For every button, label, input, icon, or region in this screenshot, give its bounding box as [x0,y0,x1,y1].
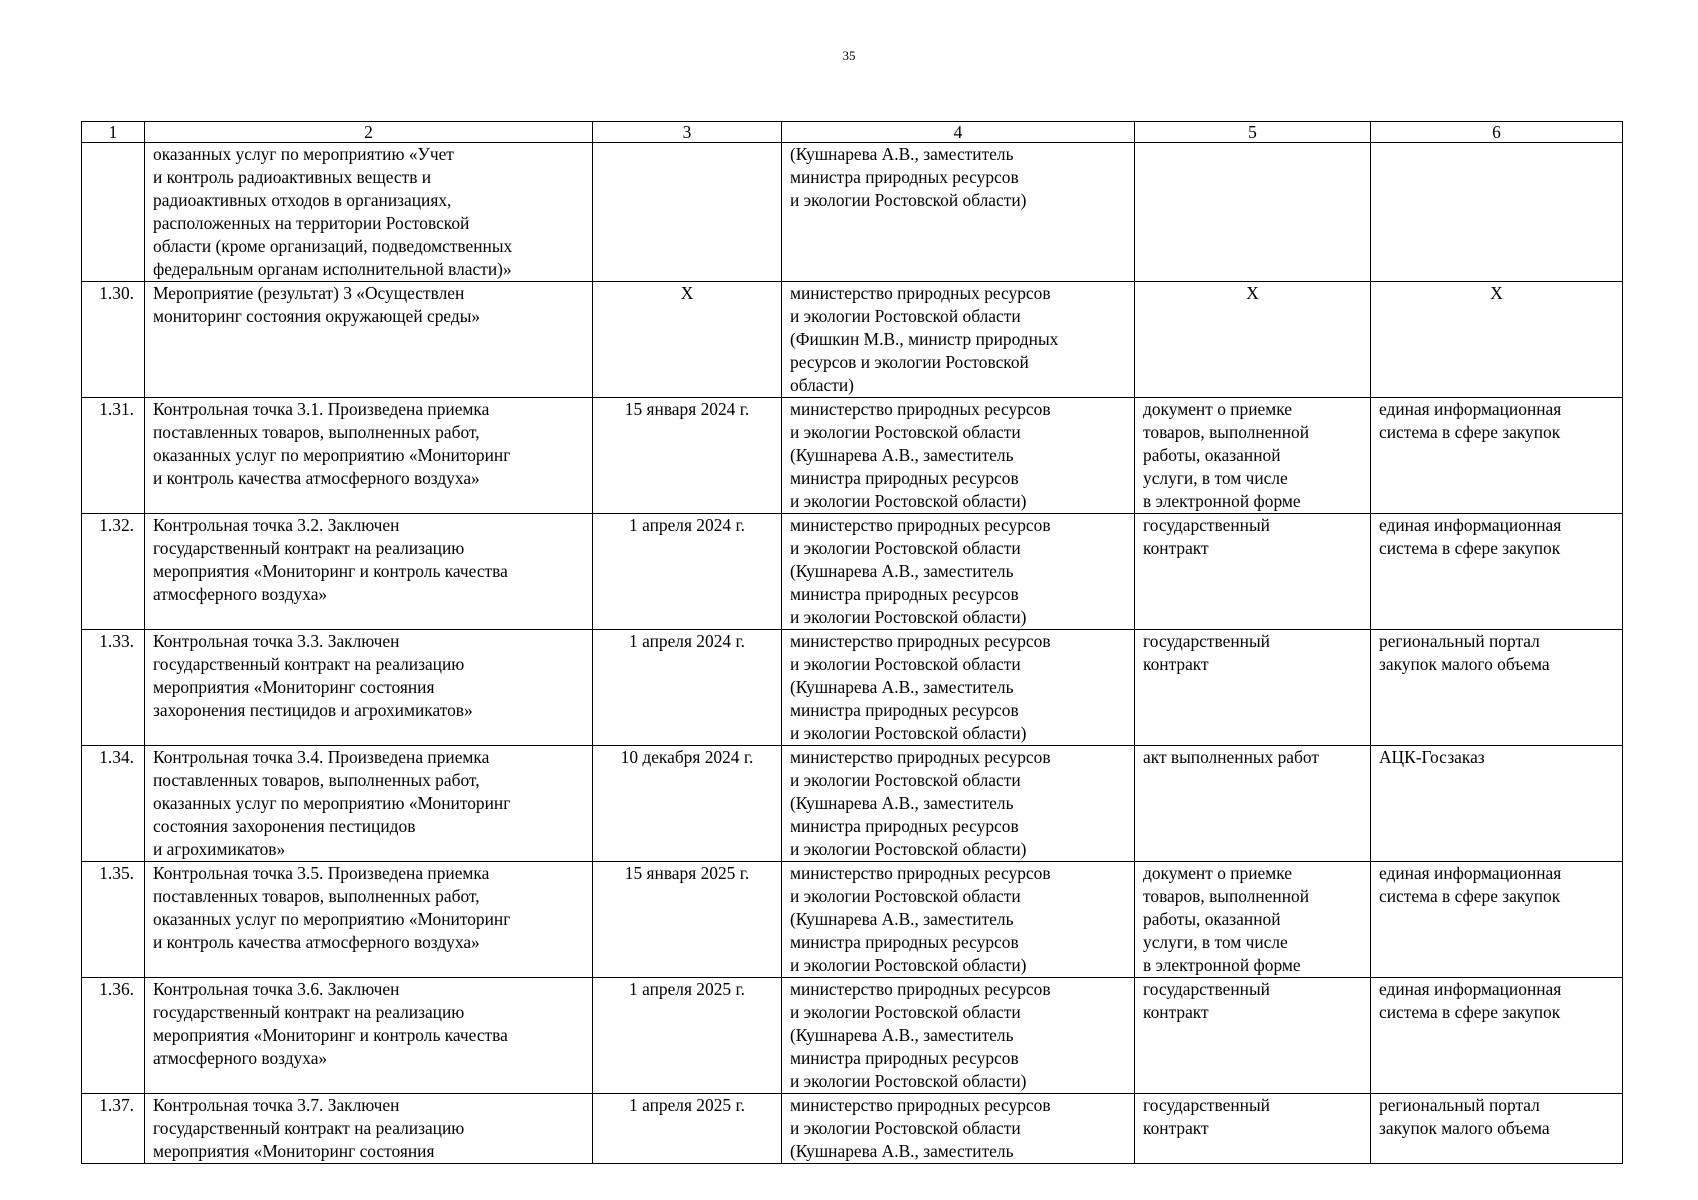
plan-table [81,121,1623,1164]
row-document: государственный контракт [1135,1094,1371,1164]
row-document: государственный контракт [1135,978,1371,1094]
table-row [82,282,1623,398]
row-date: 1 апреля 2025 г. [593,1094,782,1164]
row-number: 1.35. [82,862,145,978]
row-number: 1.30. [82,282,145,398]
row-name: Контрольная точка 3.1. Произведена приемка поставленных товаров, выполненных работ, оказанных услуг по мероприятию «Мониторинг и контроль качества атмосферного воздуха» [145,398,593,514]
row-responsible: (Кушнарева А.В., заместитель министра природных ресурсов и экологии Ростовской области) [782,143,1135,282]
column-header-2: 2 [145,122,593,143]
row-name: Контрольная точка 3.3. Заключен государственный контракт на реализацию мероприятия «Мониторинг состояния захоронения пестицидов и агрохимикатов» [145,630,593,746]
row-name: Контрольная точка 3.5. Произведена приемка поставленных товаров, выполненных работ, оказанных услуг по мероприятию «Мониторинг и контроль качества атмосферного воздуха» [145,862,593,978]
row-number: 1.36. [82,978,145,1094]
row-responsible: министерство природных ресурсов и экологии Ростовской области (Кушнарева А.В., заместитель министра природных ресурсов и экологии Ростовской области) [782,978,1135,1094]
row-document: государственный контракт [1135,514,1371,630]
table-row [82,862,1623,978]
row-number [82,143,145,282]
table-row [82,514,1623,630]
row-document: акт выполненных работ [1135,746,1371,862]
column-header-3: 3 [593,122,782,143]
row-responsible: министерство природных ресурсов и экологии Ростовской области (Кушнарева А.В., заместитель министра природных ресурсов и экологии Ростовской области) [782,746,1135,862]
row-document: государственный контракт [1135,630,1371,746]
row-responsible: министерство природных ресурсов и экологии Ростовской области (Фишкин М.В., министр природных ресурсов и экологии Ростовской области) [782,282,1135,398]
row-name: Контрольная точка 3.4. Произведена приемка поставленных товаров, выполненных работ, оказанных услуг по мероприятию «Мониторинг состояния захоронения пестицидов и агрохимикатов» [145,746,593,862]
row-system: X [1371,282,1623,398]
row-responsible: министерство природных ресурсов и экологии Ростовской области (Кушнарева А.В., заместитель министра природных ресурсов и экологии Ростовской области) [782,862,1135,978]
row-system: региональный портал закупок малого объема [1371,1094,1623,1164]
row-date: 1 апреля 2024 г. [593,630,782,746]
row-responsible: министерство природных ресурсов и экологии Ростовской области (Кушнарева А.В., заместитель министра природных ресурсов и экологии Ростовской области) [782,398,1135,514]
row-name: Мероприятие (результат) 3 «Осуществлен мониторинг состояния окружающей среды» [145,282,593,398]
row-name: Контрольная точка 3.2. Заключен государственный контракт на реализацию мероприятия «Мониторинг и контроль качества атмосферного воздуха» [145,514,593,630]
row-system: единая информационная система в сфере закупок [1371,398,1623,514]
table-row [82,746,1623,862]
row-number: 1.33. [82,630,145,746]
table-header-row [82,122,1623,143]
row-document [1135,143,1371,282]
table-row [82,978,1623,1094]
row-number: 1.37. [82,1094,145,1164]
row-number: 1.31. [82,398,145,514]
row-system: АЦК-Госзаказ [1371,746,1623,862]
row-date: 1 апреля 2024 г. [593,514,782,630]
row-responsible: министерство природных ресурсов и экологии Ростовской области (Кушнарева А.В., заместитель [782,1094,1135,1164]
row-date: 10 декабря 2024 г. [593,746,782,862]
page-number: 35 [842,48,856,63]
row-date: 1 апреля 2025 г. [593,978,782,1094]
row-date [593,143,782,282]
row-document: документ о приемке товаров, выполненной работы, оказанной услуги, в том числе в электронной форме [1135,862,1371,978]
row-number: 1.32. [82,514,145,630]
row-date: X [593,282,782,398]
row-system: региональный портал закупок малого объема [1371,630,1623,746]
column-header-4: 4 [782,122,1135,143]
row-document: документ о приемке товаров, выполненной работы, оказанной услуги, в том числе в электронной форме [1135,398,1371,514]
table-row [82,398,1623,514]
table-row [82,143,1623,282]
column-header-1: 1 [82,122,145,143]
row-system: единая информационная система в сфере закупок [1371,862,1623,978]
row-date: 15 января 2024 г. [593,398,782,514]
row-system [1371,143,1623,282]
row-name: Контрольная точка 3.6. Заключен государственный контракт на реализацию мероприятия «Мониторинг и контроль качества атмосферного воздуха» [145,978,593,1094]
row-system: единая информационная система в сфере закупок [1371,514,1623,630]
row-responsible: министерство природных ресурсов и экологии Ростовской области (Кушнарева А.В., заместитель министра природных ресурсов и экологии Ростовской области) [782,630,1135,746]
column-header-5: 5 [1135,122,1371,143]
column-header-6: 6 [1371,122,1623,143]
row-number: 1.34. [82,746,145,862]
table-row [82,1094,1623,1164]
row-name: оказанных услуг по мероприятию «Учет и контроль радиоактивных веществ и радиоактивных отходов в организациях, расположенных на территории Ростовской области (кроме организаций, подведомственных федеральным органам исполнительной власти)» [145,143,593,282]
table-row [82,630,1623,746]
row-name: Контрольная точка 3.7. Заключен государственный контракт на реализацию мероприятия «Мониторинг состояния [145,1094,593,1164]
row-responsible: министерство природных ресурсов и экологии Ростовской области (Кушнарева А.В., заместитель министра природных ресурсов и экологии Ростовской области) [782,514,1135,630]
row-document: X [1135,282,1371,398]
row-date: 15 января 2025 г. [593,862,782,978]
row-system: единая информационная система в сфере закупок [1371,978,1623,1094]
